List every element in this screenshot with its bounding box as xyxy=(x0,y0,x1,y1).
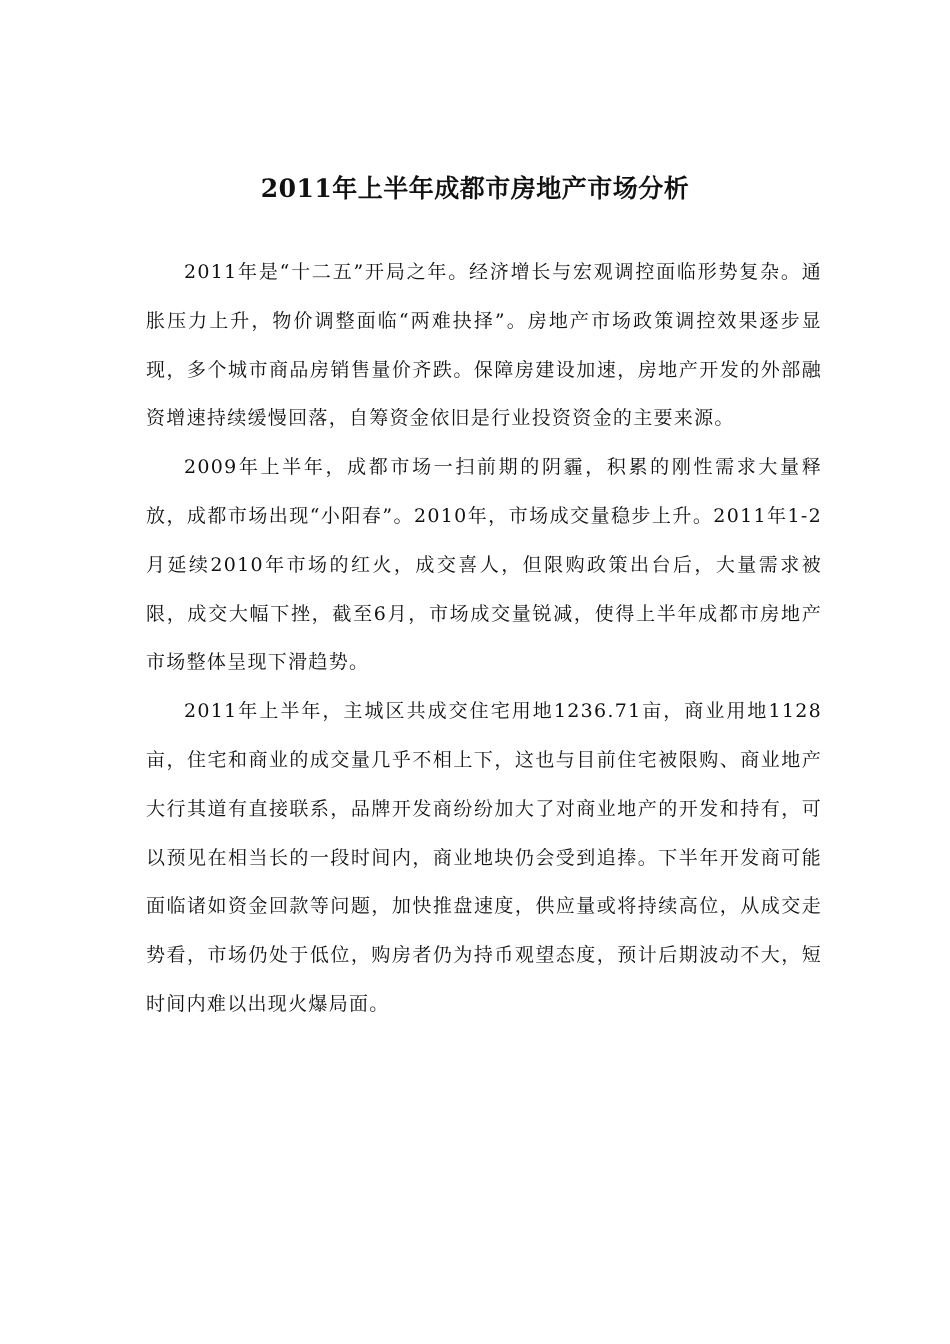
document-title: 2011年上半年成都市房地产市场分析 xyxy=(260,173,690,203)
paragraph-1: 2011年是“十二五”开局之年。经济增长与宏观调控面临形势复杂。通胀压力上升，物价调整面临“两难抉择”。房地产市场政策调控效果逐步显现，多个城市商品房销售量价齐跌。保障房建设加速，房地产开发的外部融资增速持续缓慢回落，自筹资金依旧是行业投资资金的主要来源。 xyxy=(146,261,822,430)
paragraph-2: 2009年上半年，成都市场一扫前期的阴霾，积累的刚性需求大量释放，成都市场出现“小阳春”。2010年，市场成交量稳步上升。2011年1-2月延续2010年市场的红火，成交喜人，但限购政策出台后，大量需求被限，成交大幅下挫，截至6月，市场成交量锐减，使得上半年成都市房地产市场整体呈现下滑趋势。 xyxy=(146,456,822,674)
document-body xyxy=(146,248,822,1029)
paragraph-3: 2011年上半年，主城区共成交住宅用地1236.71亩，商业用地1128亩，住宅和商业的成交量几乎不相上下，这也与目前住宅被限购、商业地产大行其道有直接联系，品牌开发商纷纷加大了对商业地产的开发和持有，可以预见在相当长的一段时间内，商业地块仍会受到追捧。下半年开发商可能面临诸如资金回款等问题，加快推盘速度，供应量或将持续高位，从成交走势看，市场仍处于低位，购房者仍为持币观望态度，预计后期波动不大，短时间内难以出现火爆局面。 xyxy=(146,700,822,1015)
